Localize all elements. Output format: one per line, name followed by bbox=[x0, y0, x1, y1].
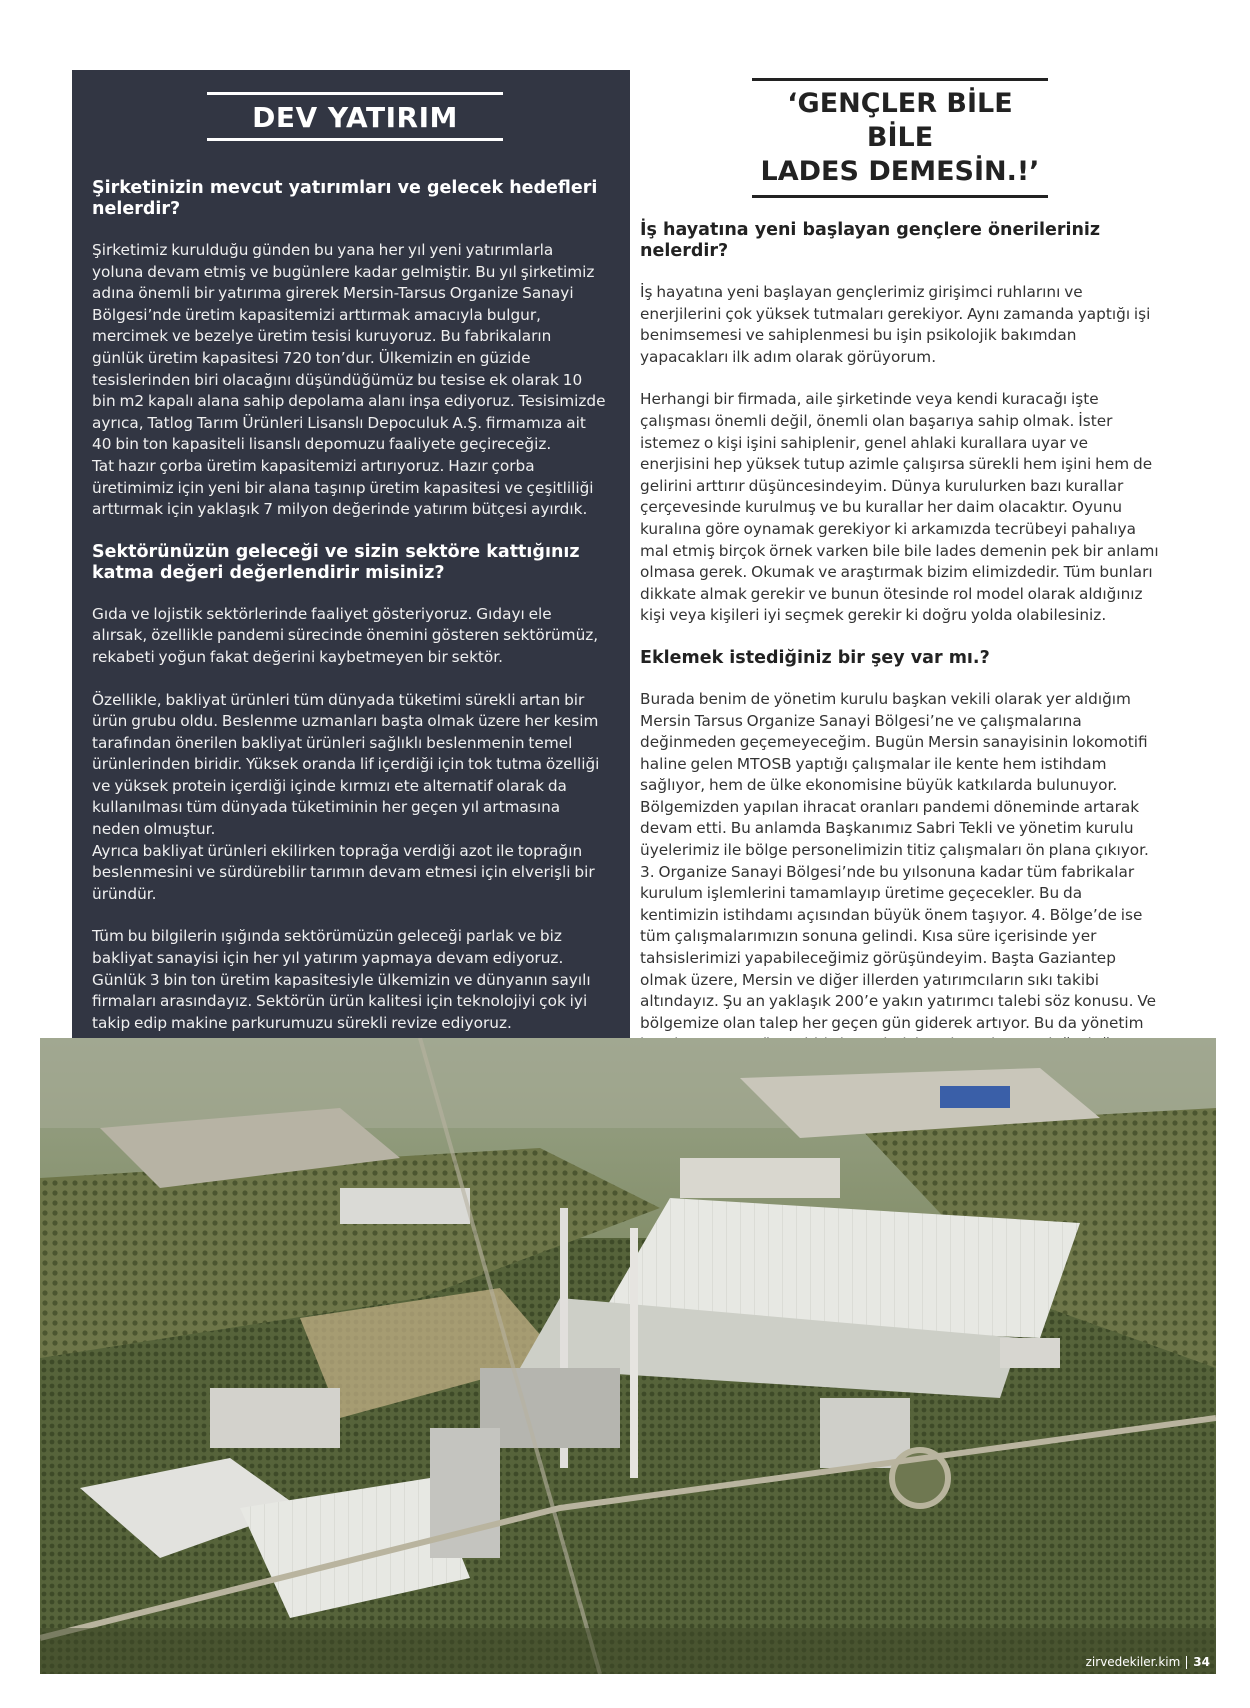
section-heading-dev-yatirim: DEV YATIRIM bbox=[207, 92, 503, 141]
page-number: 34 bbox=[1193, 1655, 1210, 1669]
paragraph: Tüm bu bilgilerin ışığında sektörümüzün geleceği parlak ve biz bakliyat sanayisi için her yıl yatırım yapmaya devam ediyoruz. Günlük 3 bin ton üretim kapasitesiyle ülkemizin ve dünyanın sayılı firmaları arasındayız. Sektörün ürün kalitesi için teknolojiyi çok iyi takip edip makine parkurumuzu sürekli revize ediyoruz. bbox=[92, 927, 591, 1032]
investment-panel bbox=[72, 70, 630, 1038]
paragraph: Şirketimiz kurulduğu günden bu yana her yıl yeni yatırımlarla yoluna devam etmiş ve bugünlere kadar gelmiştir. Bu yıl şirketimiz adına önemli bir yatırıma girerek Mersin-Tarsus Organize Sanayi Bölgesi’nde üretim kapasitemizi arttırmak amacıyla bulgur, mercimek ve bezelye üretim tesisi kuruyoruz. Bu fabrikaların günlük üretim kapasitesi 720 ton’dur. Ülkemizin en güzide tesislerinden biri olacağını düşündüğümüz bu tesise ek olarak 10 bin m2 kapalı alana sahip depolama alanı inşa ediyoruz. Tesisimizde ayrıca, Tatlog Tarım Ürünleri Lisanslı Depoculuk A.Ş. firmamıza ait 40 bin ton kapasiteli lisanslı depomuzu faaliyete geçireceğiz. bbox=[92, 241, 606, 454]
paragraph: Ayrıca bakliyat ürünleri ekilirken toprağa verdiği azot ile toprağın beslenmesini ve sürdürebilir tarımın devam etmesi için elverişli bir üründür. bbox=[92, 841, 595, 903]
paragraph: Tat hazır çorba üretim kapasitemizi artırıyoruz. Hazır çorba üretimimiz için yeni bir alana taşınıp üretim kapasitesi ve çeşitliliği arttırmak için yaklaşık 7 milyon değerinde yatırım bütçesi ayırdık. bbox=[92, 456, 594, 519]
aerial-photo-illustration bbox=[40, 1038, 1216, 1674]
paragraph: Gıda ve lojistik sektörlerinde faaliyet gösteriyoruz. Gıdayı ele alırsak, özellikle pandemi sürecinde önemini gösteren sektörümüz, rekabeti yoğun fakat değerini kaybetmeyen bir sektör. bbox=[92, 604, 599, 666]
paragraph: Burada benim de yönetim kurulu başkan vekili olarak yer aldığım Mersin Tarsus Organize Sanayi Bölgesi’ne ve çalışmalarına değinmeden geçemeyeceğim. Bugün Mersin sanayisinin lokomotifi haline gelen MTOSB yaptığı çalışmalar ile kente hem istihdam sağlıyor, hem de ülke ekonomisine büyük katkılarda bulunuyor. Bölgemizden yapılan ihracat oranları pandemi döneminde artarak devam etti. Bu anlamda Başkanımız Sabri Tekli ve yönetim kurulu üyelerimiz ile bölge personelimizin titiz çalışmaları ön plana çıkıyor. 3. Organize Sanayi Bölgesi’nde bu yılsonuna kadar tüm fabrikalar kurulum işlemlerini tamamlayıp üretime geçecekler. Bu da kentimizin istihdamı açısından büyük önem taşıyor. 4. Bölge’de ise tüm çalışmalarımızın sonuna gelindi. Kısa süre içerisinde yer tahsislerimizi yapabileceğimiz görüşündeyim. Başta Gaziantep olmak üzere, Mersin ve diğer illerden yatırımcıların sıkı takibi altındayız. Şu an yaklaşık 200’e yakın yatırımcı talebi söz konusu. Ve bölgemize olan talep her geçen gün giderek artıyor. Bu da yönetim bbox=[640, 689, 1157, 1032]
heading-line: LADES DEMESİN.!’ bbox=[760, 156, 1040, 187]
industrial-zone-aerial-photo bbox=[40, 1038, 1216, 1674]
section-heading-gencler bbox=[752, 78, 1048, 198]
heading-line: ‘GENÇLER BİLE BİLE bbox=[787, 88, 1013, 153]
question-heading: Sektörünüzün geleceği ve sizin sektöre kattığınız katma değeri değerlendirir misiniz? bbox=[92, 541, 580, 583]
paragraph: İş hayatına yeni başlayan gençlerimiz girişimci ruhlarını ve enerjilerini çok yüksek tutmaları gerekiyor. Aynı zamanda yaptığı işi benimsemesi ve sahiplenmesi bu işin psikolojik bakımdan yapacakları ilk adım olarak görüyorum. bbox=[640, 283, 1151, 366]
investment-text bbox=[92, 178, 607, 1055]
page-footer bbox=[1086, 1652, 1210, 1672]
paragraph: Özellikle, bakliyat ürünleri tüm dünyada tüketimi sürekli artan bir ürün grubu oldu. Beslenme uzmanları başta olmak üzere her kesim tarafından önerilen bakliyat ürünleri sağlıklı beslenmenin temel ürünlerinden biridir. Yüksek oranda lif içerdiği için tok tutma özelliği ve yüksek protein içerdiği içinde kırmızı ete alternatif olarak da kullanılması tüm dünyada tüketiminin her geçen yıl artmasına neden olmuştur. bbox=[92, 690, 600, 839]
question-heading: Şirketinizin mevcut yatırımları ve gelecek hedefleri nelerdir? bbox=[92, 178, 598, 219]
footer-divider bbox=[1186, 1656, 1187, 1669]
footer-site: zirvedekiler.kim bbox=[1085, 1655, 1181, 1669]
advice-text bbox=[640, 220, 1160, 1099]
paragraph: Herhangi bir firmada, aile şirketinde veya kendi kuracağı işte çalışması önemli değil, önemli olan başarıya sahip olmak. İster istemez o kişi işini sahiplenir, genel ahlaki kurallara uyar ve enerjisini hep yüksek tutup azimle çalışırsa sürekli hem işini hem de gelirini arttırır düşüncesindeyim. Dünya kurulurken bazı kurallar çerçevesinde kurulmuş ve bu kurallar her daim olacaktır. Oyunu kuralına göre oynamak gerekiyor ki arkamızda tecrübeyi pahalıya mal etmiş birçok örnek varken bile bile lades demenin pek bir anlamı olmasa gerek. Okumak ve araştırmak bizim elimizdedir. Tüm bunları dikkate almak gerekir ve bunun ötesinde rol model olarak aldığınız kişi veya kişileri iyi seçmek gerekir ki doğru yolda olabilesiniz. bbox=[640, 390, 1159, 625]
question-heading: İş hayatına yeni başlayan gençlere önerileriniz nelerdir? bbox=[640, 220, 1101, 261]
advice-column bbox=[640, 70, 1160, 1120]
question-heading: Eklemek istediğiniz bir şey var mı.? bbox=[640, 647, 990, 668]
